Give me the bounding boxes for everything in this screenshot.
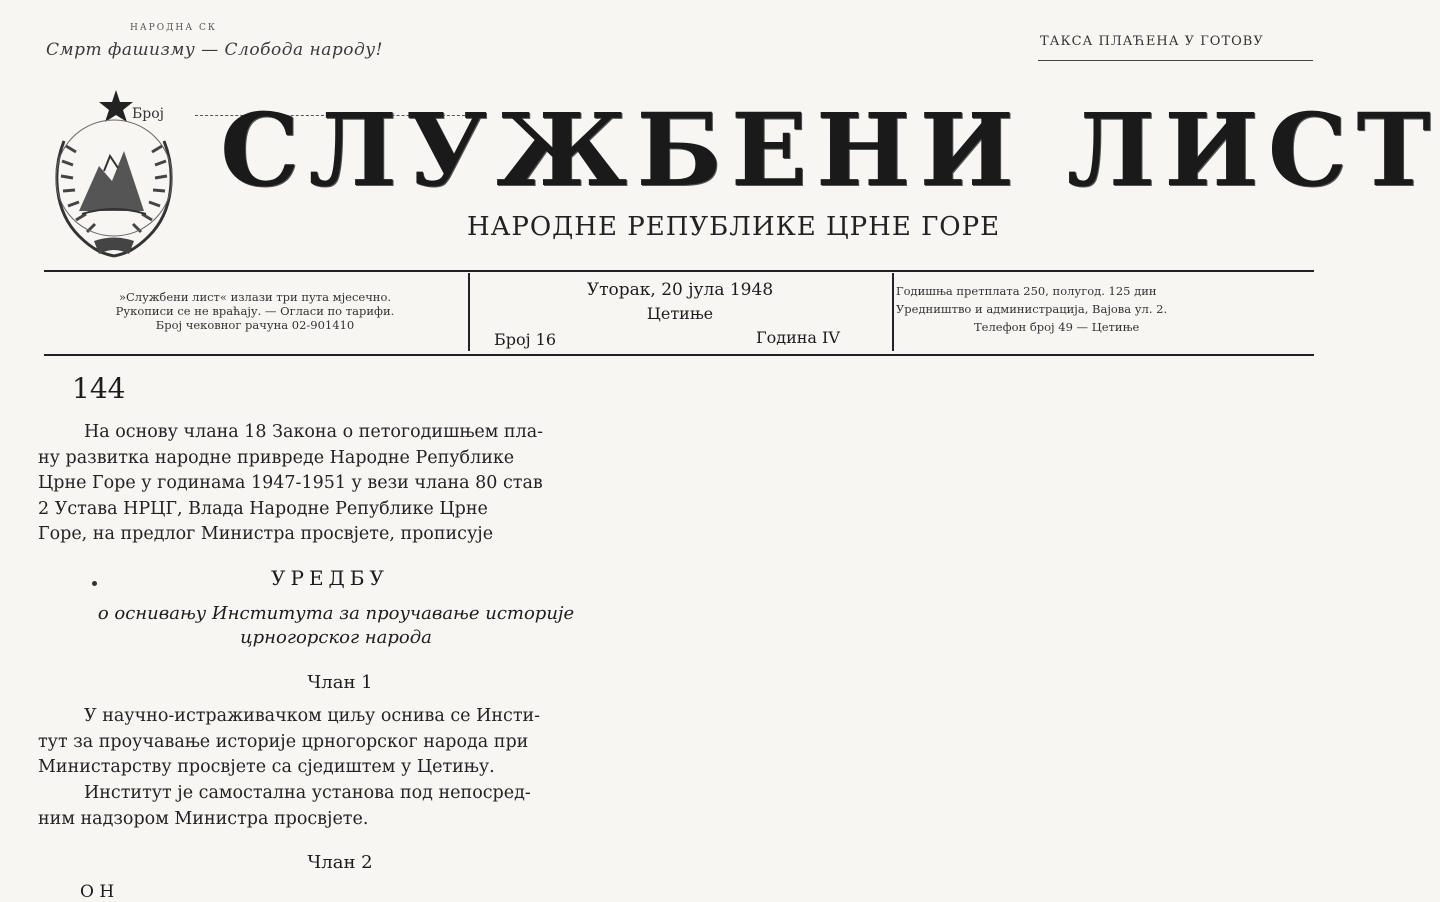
preamble-line: Црне Горе у годинама 1947-1951 у вези члана 80 став: [38, 473, 543, 493]
issue-place: Цетиње: [646, 304, 714, 323]
preamble-paragraph: [38, 420, 658, 548]
article-line: У научно-истраживачком циљу оснива се Инсти-: [84, 706, 541, 726]
article-2-heading: Члан 2: [307, 852, 373, 873]
issue-date: Уторак, 20 јула 1948: [586, 280, 774, 300]
article-line: ним надзором Министра просвјете.: [38, 808, 369, 829]
subscription-info: [896, 282, 1314, 336]
preamble-line: ну развитка народне привреде Народне Републике: [38, 447, 515, 468]
stamp-slogan: Смрт фашизму — Слобода народу!: [46, 40, 383, 60]
article-1-paragraph-2: [38, 781, 531, 832]
article-1-paragraph-1: [38, 704, 540, 781]
decree-subtitle: [56, 602, 616, 650]
cutoff-text-line: О Н: [80, 882, 115, 902]
subscription-info-line: Уредништво и администрација, Вајова ул. 2.: [896, 302, 1168, 316]
decree-title: УРЕДБУ: [271, 566, 389, 590]
act-number: 144: [72, 372, 126, 405]
preamble-line: На основу члана 18 Закона о петогодишњем пла-: [84, 422, 544, 442]
masthead-title: СЛУЖБЕНИ ЛИСТ: [220, 91, 1440, 209]
tax-notice: ТАКСА ПЛАЋЕНА У ГОТОВУ: [1040, 34, 1264, 49]
article-line: Институт је самостална установа под непосред-: [84, 783, 531, 803]
publication-terms-line: »Службени лист« излази три пута мјесечно.: [118, 290, 392, 304]
publication-terms-line: Рукописи се не враћају. — Огласи по тарифи.: [115, 304, 395, 318]
tax-notice-rule: [1038, 60, 1313, 61]
subscription-info-line: Телефон број 49 — Цетиње: [974, 320, 1140, 334]
subscription-info-line: Годишња претплата 250, полугод. 125 дин: [896, 284, 1157, 298]
issue-year: Година IV: [756, 328, 840, 347]
issue-info-bar: [44, 270, 1314, 358]
preamble-line: 2 Устава НРЦГ, Влада Народне Републике Црне: [38, 498, 488, 519]
article-line: Министарству просвјете са сједиштем у Цетињу.: [38, 757, 495, 777]
stamp-top-text: НАРОДНА СК: [130, 23, 217, 33]
preamble-line: Горе, на предлог Министра просвјете, прописује: [38, 524, 494, 544]
masthead-subtitle: НАРОДНЕ РЕПУБЛИКЕ ЦРНЕ ГОРЕ: [467, 212, 1001, 242]
info-bar-divider: [892, 273, 894, 351]
article-1-heading: Члан 1: [307, 672, 373, 693]
decree-subtitle-line: црногорског народа: [240, 627, 432, 648]
publication-terms: [44, 290, 466, 332]
article-line: тут за проучавање историје црногорског народа при: [38, 731, 529, 752]
decree-subtitle-line: о оснивању Института за проучавање историје: [97, 603, 575, 624]
info-bar-top-rule: [44, 270, 1314, 272]
stamp-broj-label: Број: [132, 106, 165, 122]
info-bar-bottom-rule: [44, 354, 1314, 356]
issue-number: Број 16: [494, 330, 557, 349]
publication-terms-line: Број чековног рачуна 02-901410: [155, 318, 355, 332]
